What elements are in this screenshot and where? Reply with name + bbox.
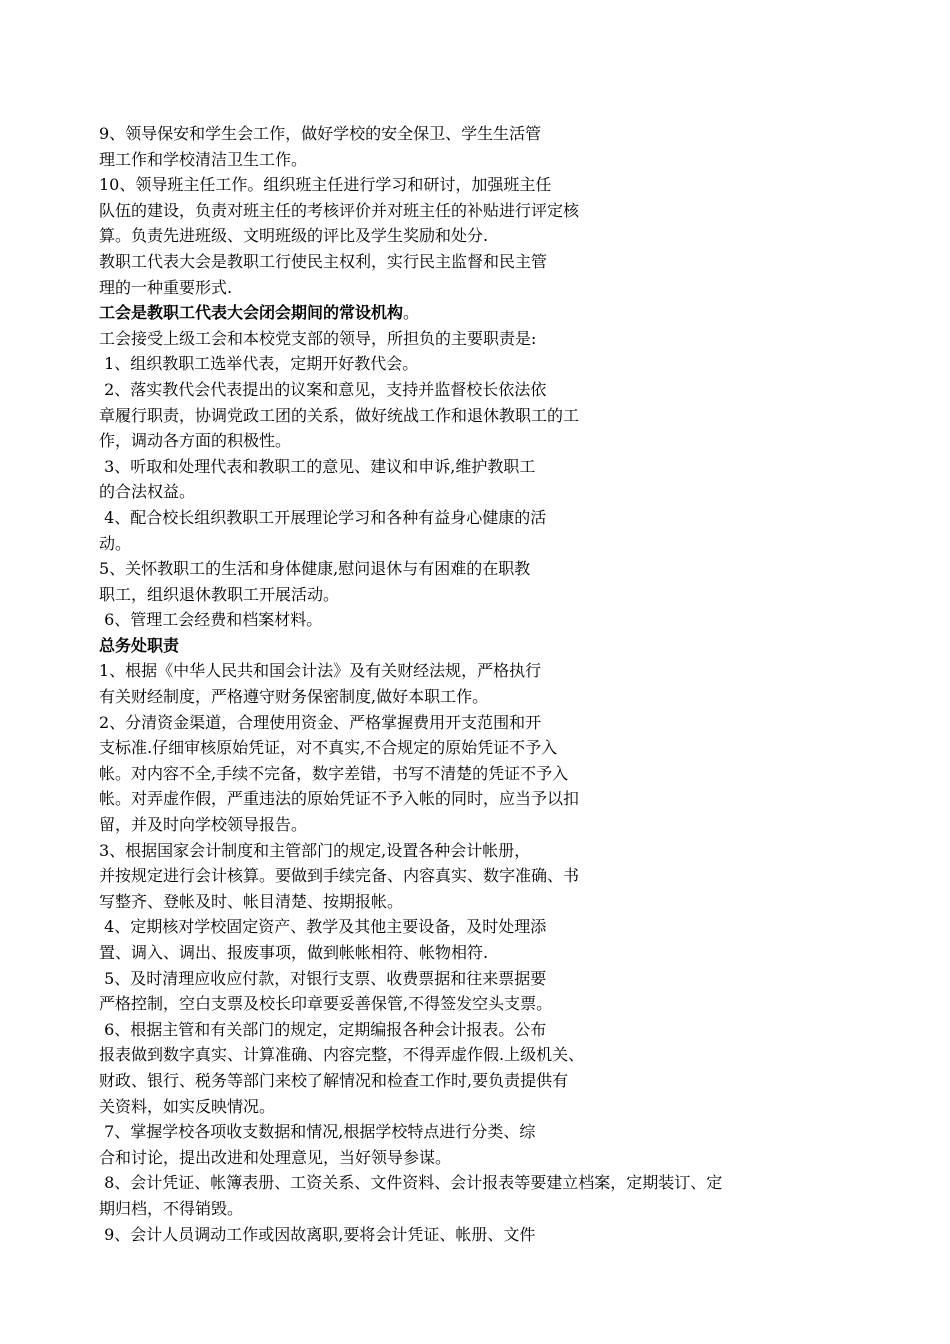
line-text: 支标准.仔细审核原始凭证，对不真实,不合规定的原始凭证不予入 (99, 738, 558, 758)
text-line (99, 607, 899, 633)
text-line (99, 556, 899, 582)
line-text: 职工，组织退休教职工开展活动。 (99, 584, 340, 604)
line-text: 理工作和学校清洁卫生工作。 (99, 149, 308, 169)
line-text: 严格控制，空白支票及校长印章要妥善保管,不得签发空头支票。 (99, 994, 553, 1014)
text-line (99, 249, 899, 275)
line-text: 算。负责先进班级、文明班级的评比及学生奖励和处分. (99, 226, 489, 246)
text-line (99, 1017, 899, 1043)
text-line (99, 275, 899, 301)
text-line (99, 1068, 899, 1094)
text-line (99, 914, 899, 940)
text-line (99, 966, 899, 992)
text-line (99, 633, 899, 659)
text-line (99, 658, 899, 684)
text-line (99, 223, 899, 249)
text-line (99, 1094, 899, 1120)
line-text: 1、组织教职工选举代表，定期开好教代会。 (99, 354, 419, 374)
text-line (99, 377, 899, 403)
text-line (99, 121, 899, 147)
line-text: 7、掌握学校各项收支数据和情况,根据学校特点进行分类、综 (99, 1122, 536, 1142)
line-text: 9、会计人员调动工作或因故离职,要将会计凭证、帐册、文件 (99, 1224, 536, 1244)
line-text: 期归档，不得销毁。 (99, 1198, 244, 1218)
line-text: 作，调动各方面的积极性。 (99, 431, 292, 451)
text-line (99, 761, 899, 787)
line-text: 并按规定进行会计核算。要做到手续完备、内容真实、数字准确、书 (99, 866, 580, 886)
line-text: 队伍的建设，负责对班主任的考核评价并对班主任的补贴进行评定核 (99, 200, 580, 220)
line-text: 合和讨论，提出改进和处理意见，当好领导参谋。 (99, 1147, 452, 1167)
document-body (99, 121, 899, 1247)
line-text: 2、落实教代会代表提出的议案和意见，支持并监督校长依法依 (99, 379, 547, 399)
line-text: 工会接受上级工会和本校党支部的领导，所担负的主要职责是: (99, 328, 537, 348)
text-line (99, 1119, 899, 1145)
text-line (99, 786, 899, 812)
line-text: 1、根据《中华人民共和国会计法》及有关财经法规，严格执行 (99, 661, 542, 681)
text-line (99, 351, 899, 377)
line-text: 财政、银行、税务等部门来校了解情况和检查工作时,要负责提供有 (99, 1070, 569, 1090)
line-text: 动。 (99, 533, 132, 553)
line-text: 报表做到数字真实、计算准确、内容完整，不得弄虚作假.上级机关、 (99, 1045, 585, 1065)
text-line (99, 531, 899, 557)
text-line (99, 1222, 899, 1248)
text-line (99, 1145, 899, 1171)
text-line (99, 1042, 899, 1068)
text-line (99, 863, 899, 889)
text-line (99, 505, 899, 531)
line-text: 有关财经制度，严格遵守财务保密制度,做好本职工作。 (99, 687, 489, 707)
text-line (99, 147, 899, 173)
line-text: 章履行职责，协调党政工团的关系，做好统战工作和退休教职工的工 (99, 405, 580, 425)
section-heading: 总务处职责 (99, 635, 180, 655)
text-line (99, 300, 899, 326)
line-text: 4、配合校长组织教职工开展理论学习和各种有益身心健康的活 (99, 507, 547, 527)
line-text: 5、及时清理应收应付款，对银行支票、收费票据和往来票据要 (99, 968, 547, 988)
line-text: 3、根据国家会计制度和主管部门的规定,设置各种会计帐册， (99, 840, 531, 860)
text-line (99, 582, 899, 608)
text-line (99, 940, 899, 966)
line-suffix: 。 (403, 303, 420, 323)
line-text: 3、听取和处理代表和教职工的意见、建议和申诉,维护教职工 (99, 456, 536, 476)
line-text: 理的一种重要形式. (99, 277, 233, 297)
line-text: 6、管理工会经费和档案材料。 (99, 610, 323, 630)
line-text: 教职工代表大会是教职工行使民主权利，实行民主监督和民主管 (99, 251, 548, 271)
text-line (99, 454, 899, 480)
text-line (99, 479, 899, 505)
line-text: 留，并及时向学校领导报告。 (99, 815, 308, 835)
text-line (99, 812, 899, 838)
text-line (99, 991, 899, 1017)
line-text: 的合法权益。 (99, 482, 196, 502)
text-line (99, 326, 899, 352)
text-line (99, 428, 899, 454)
text-line (99, 172, 899, 198)
line-text: 10、领导班主任工作。组织班主任进行学习和研讨，加强班主任 (99, 175, 552, 195)
line-text: 6、根据主管和有关部门的规定，定期编报各种会计报表。公布 (99, 1019, 547, 1039)
text-line (99, 403, 899, 429)
text-line (99, 198, 899, 224)
line-text: 9、领导保安和学生会工作，做好学校的安全保卫、学生生活管 (99, 124, 542, 143)
text-line (99, 838, 899, 864)
text-line (99, 889, 899, 915)
line-text: 关资料，如实反映情况。 (99, 1096, 276, 1116)
line-text: 4、定期核对学校固定资产、教学及其他主要设备，及时处理添 (99, 917, 547, 937)
line-text: 写整齐、登帐及时、帐目清楚、按期报帐。 (99, 891, 404, 911)
text-line (99, 735, 899, 761)
text-line (99, 684, 899, 710)
text-line (99, 1196, 899, 1222)
line-text: 8、会计凭证、帐簿表册、工资关系、文件资料、会计报表等要建立档案，定期装订、定 (99, 1173, 723, 1193)
line-text: 2、分清资金渠道，合理使用资金、严格掌握费用开支范围和开 (99, 712, 542, 732)
text-line (99, 1170, 899, 1196)
line-text: 帐。对内容不全,手续不完备，数字差错，书写不清楚的凭证不予入 (99, 763, 569, 783)
line-text: 置、调入、调出、报废事项，做到帐帐相符、帐物相符. (99, 943, 489, 962)
line-text: 5、关怀教职工的生活和身体健康,慰问退休与有困难的在职教 (99, 559, 531, 579)
line-text: 帐。对弄虚作假，严重违法的原始凭证不予入帐的同时，应当予以扣 (99, 789, 580, 809)
section-heading: 工会是教职工代表大会闭会期间的常设机构 (99, 303, 404, 323)
text-line (99, 710, 899, 736)
